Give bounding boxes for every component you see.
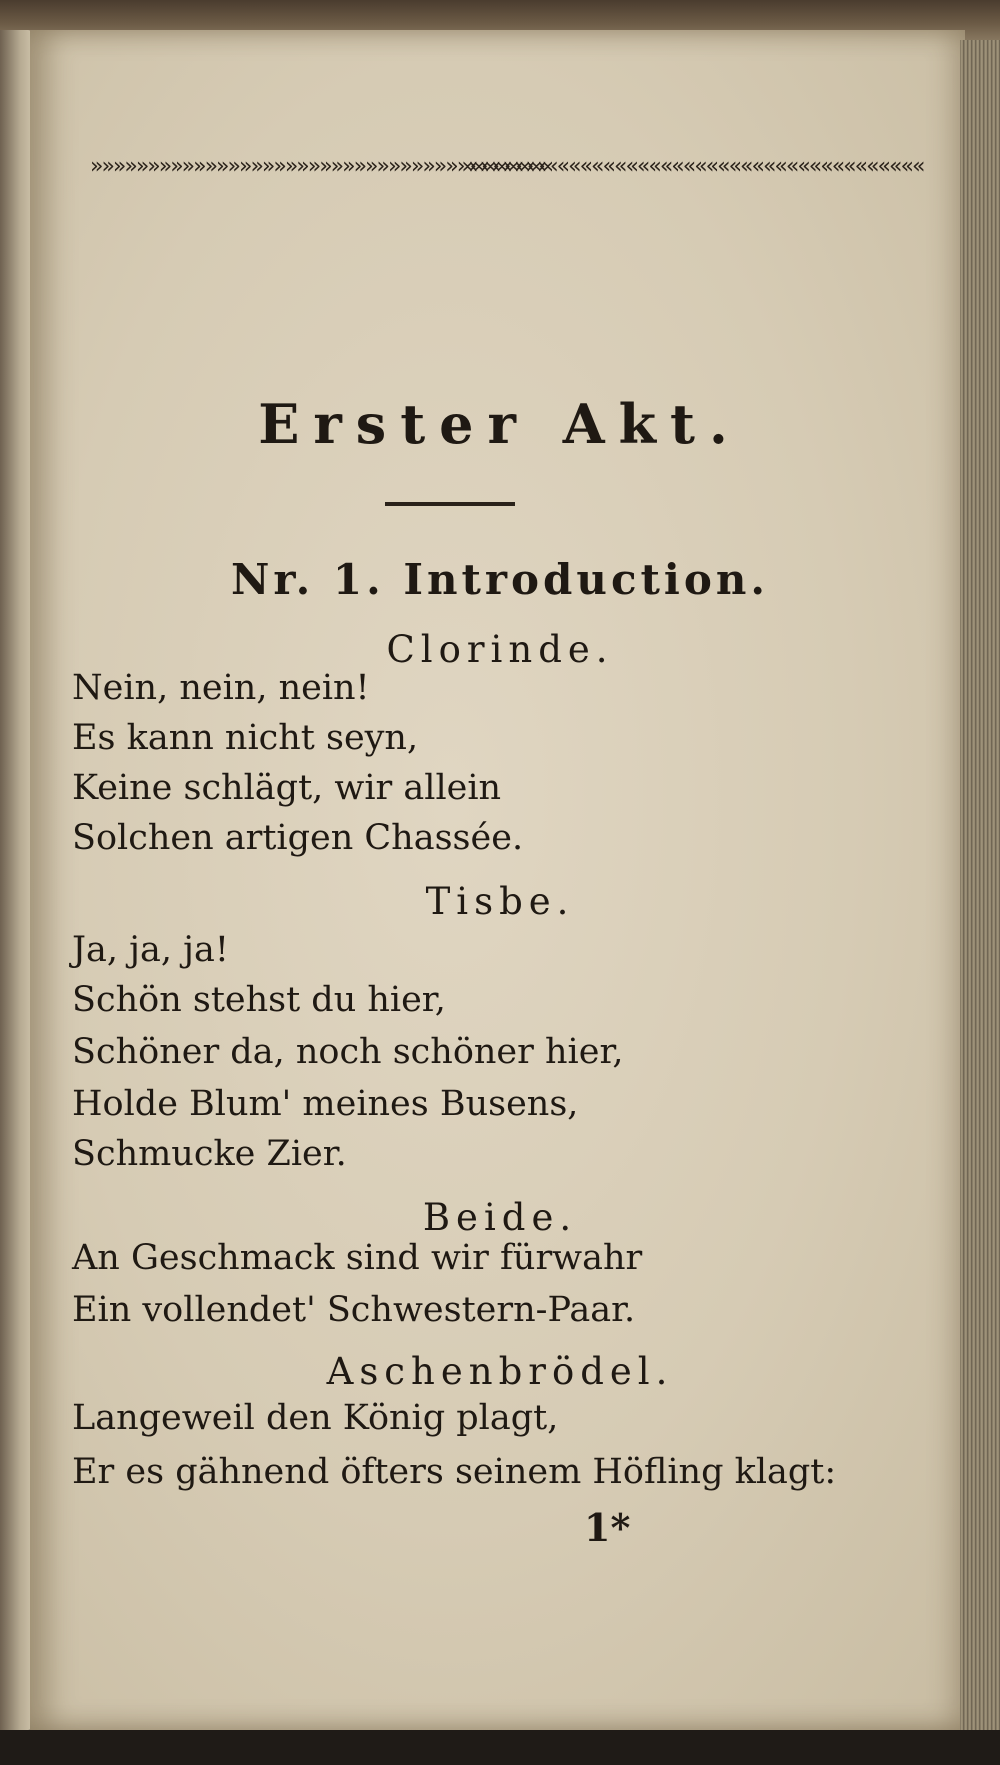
verse-line: Ja, ja, ja!: [72, 930, 229, 970]
speaker-clorinde: Clorinde.: [386, 628, 614, 671]
book-bottom-edge: [0, 1730, 1000, 1765]
verse-line: Nein, nein, nein!: [72, 668, 370, 708]
speaker-beide: Beide.: [422, 1196, 578, 1239]
verse-line: Keine schlägt, wir allein: [72, 768, 502, 808]
verse-line: Es kann nicht seyn,: [72, 718, 419, 758]
page-number: 1*: [584, 1505, 631, 1550]
act-title: Erster Akt.: [258, 392, 742, 456]
verse-line: Langeweil den König plagt,: [72, 1398, 559, 1438]
speaker-tisbe: Tisbe.: [425, 880, 575, 923]
number-title: Nr. 1. Introduction.: [230, 555, 770, 604]
header-ornament: [90, 150, 924, 184]
title-rule: [385, 502, 515, 506]
verse-line: An Geschmack sind wir fürwahr: [72, 1238, 643, 1278]
verse-line: Ein vollendet' Schwestern-Paar.: [72, 1290, 636, 1330]
verse-line: Schön stehst du hier,: [72, 980, 446, 1020]
verse-line: Er es gähnend öfters seinem Höfling klagt:: [72, 1452, 837, 1492]
speaker-aschenbroedel: Aschenbrödel.: [326, 1350, 674, 1393]
ornament-right-arrows: »»»»»»»»»»»»»»»»»»»»»»»»»»»»»»»»»»»»»»»»: [90, 154, 549, 179]
verse-line: Schmucke Zier.: [72, 1134, 347, 1174]
verse-line: Schöner da, noch schöner hier,: [72, 1032, 624, 1072]
verse-line: Solchen artigen Chassée.: [72, 818, 524, 858]
verse-line: Holde Blum' meines Busens,: [72, 1084, 579, 1124]
ornament-left-arrows: ««««««««««««««««««««««««««««««««««««««««: [465, 154, 924, 179]
